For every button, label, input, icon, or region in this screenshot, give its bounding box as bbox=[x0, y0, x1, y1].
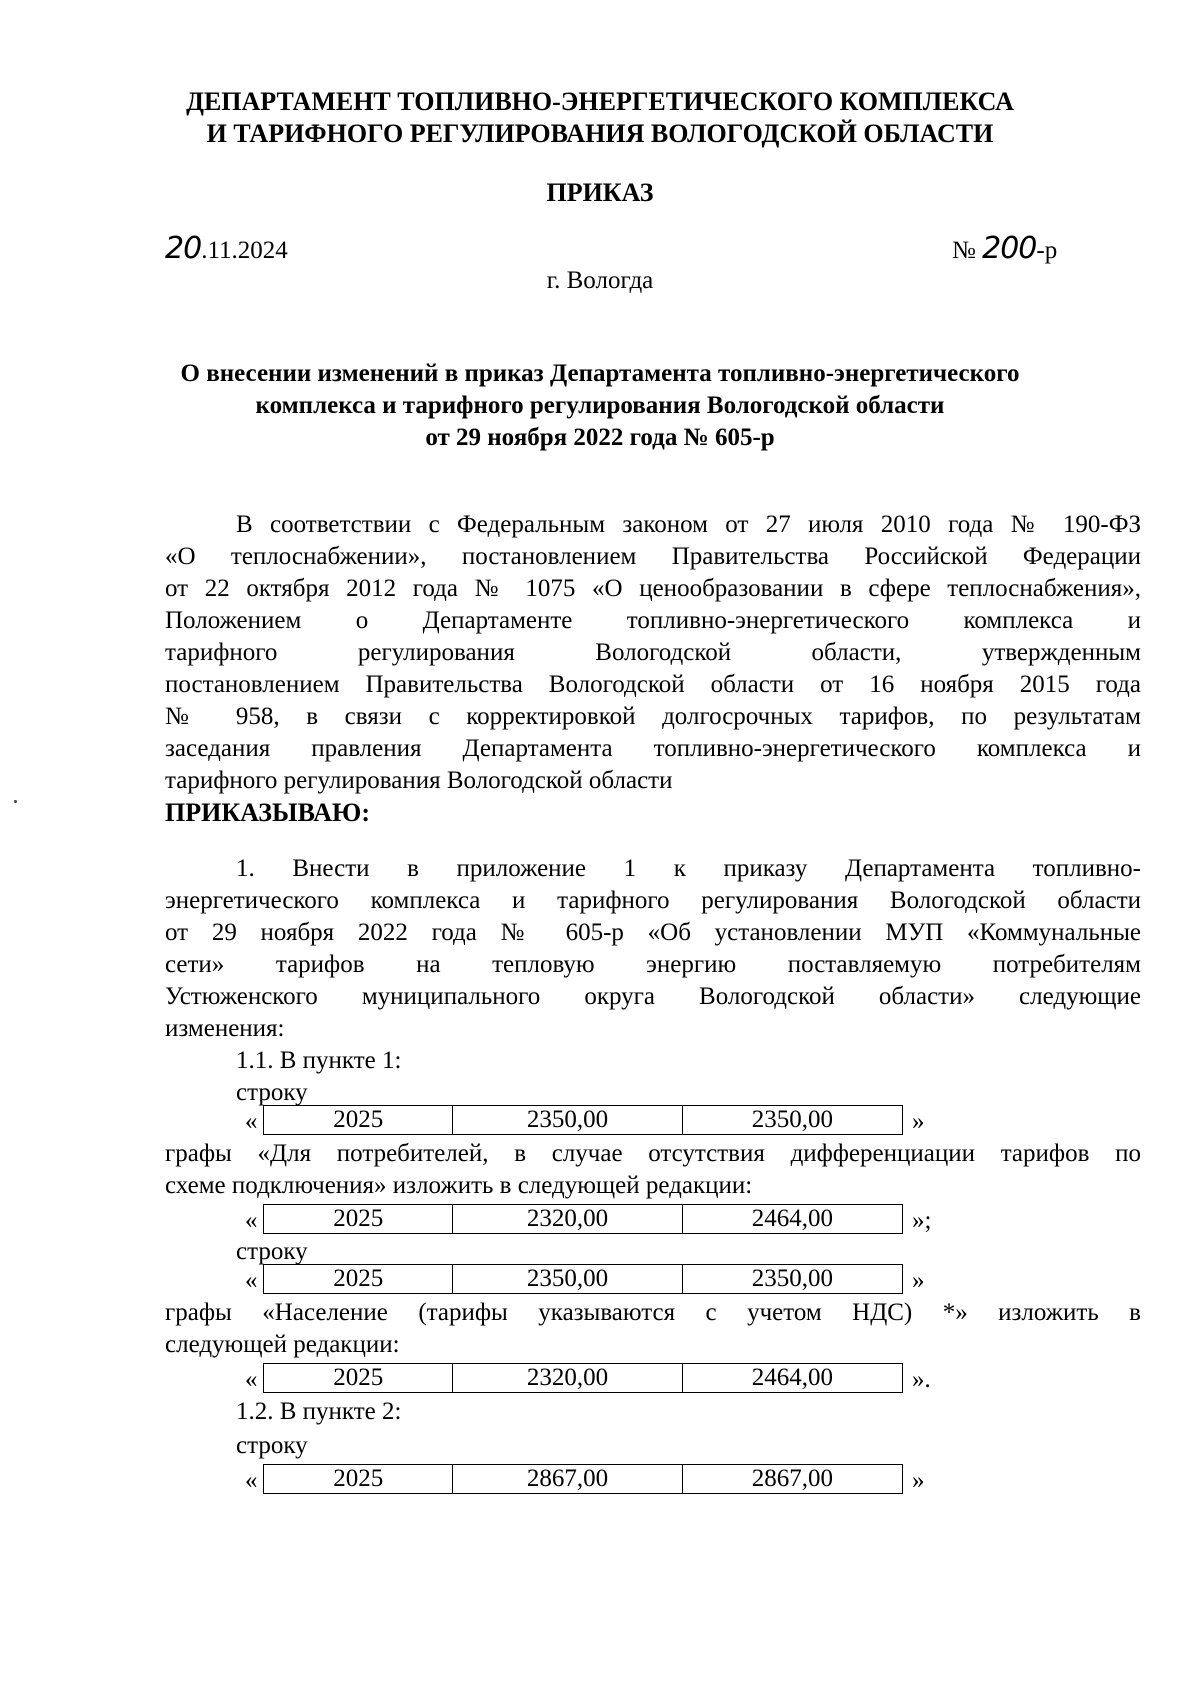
value-cell: 2350,00 bbox=[453, 1265, 682, 1293]
graph2-line: графы «Население (тарифы указываются с учетом НДС) *» изложить в bbox=[165, 1299, 1141, 1326]
open-quote: « bbox=[245, 1366, 258, 1393]
value-cell: 2350,00 bbox=[751, 1106, 833, 1133]
subitem-1-1: 1.1. В пункте 1: bbox=[236, 1047, 402, 1074]
open-quote: « bbox=[245, 1467, 258, 1494]
title-line1: О внесении изменений в приказ Департамента топливно-энергетического bbox=[180, 360, 1020, 387]
tariff-row bbox=[263, 1264, 903, 1294]
year-cell: 2025 bbox=[264, 1465, 453, 1493]
number-suffix: -р bbox=[1036, 237, 1058, 264]
preamble-line: № 958, в связи с корректировкой долгосрочных тарифов, по результатам bbox=[165, 703, 1141, 730]
open-quote: « bbox=[245, 1108, 258, 1135]
item1-line: сети» тарифов на тепловую энергию поставляемую потребителям bbox=[165, 951, 1141, 978]
tariff-row bbox=[263, 1105, 903, 1135]
preamble-line: Положением о Департаменте топливно-энергетического комплекса и bbox=[165, 607, 1141, 634]
handwritten-number: 200 bbox=[982, 231, 1037, 266]
city: г. Вологда bbox=[546, 267, 654, 294]
word-line: строку bbox=[236, 1079, 308, 1106]
word-line: строку bbox=[236, 1432, 308, 1459]
document-type: ПРИКАЗ bbox=[546, 178, 654, 207]
graph1-line: графы «Для потребителей, в случае отсутствия дифференциации тарифов по bbox=[165, 1140, 1141, 1167]
preamble-line: от 22 октября 2012 года № 1075 «О ценообразовании в сфере теплоснабжения», bbox=[165, 575, 1141, 602]
date-rest: .11.2024 bbox=[201, 237, 288, 264]
subitem-1-2: 1.2. В пункте 2: bbox=[236, 1398, 402, 1425]
graph1-line: схеме подключения» изложить в следующей редакции: bbox=[165, 1172, 753, 1199]
year-cell: 2025 bbox=[264, 1265, 453, 1293]
item1-line: 1. Внести в приложение 1 к приказу Департамента топливно- bbox=[236, 855, 1141, 882]
scan-speck bbox=[14, 800, 17, 803]
close-quote: » bbox=[912, 1467, 925, 1494]
document-date bbox=[165, 233, 288, 267]
value-cell: 2320,00 bbox=[453, 1205, 682, 1233]
value-cell: 2350,00 bbox=[453, 1106, 682, 1134]
title-line2: комплекса и тарифного регулирования Вологодской области bbox=[255, 392, 945, 419]
document-number bbox=[952, 233, 1057, 267]
year-cell: 2025 bbox=[264, 1364, 453, 1392]
item1-line: от 29 ноября 2022 года № 605-р «Об установлении МУП «Коммунальные bbox=[165, 919, 1141, 946]
value-cell: 2464,00 bbox=[751, 1364, 833, 1391]
value-cell: 2867,00 bbox=[453, 1465, 682, 1493]
open-quote: « bbox=[245, 1207, 258, 1234]
value-cell: 2320,00 bbox=[453, 1364, 682, 1392]
order-word: ПРИКАЗЫВАЮ: bbox=[165, 798, 370, 827]
item1-line: изменения: bbox=[165, 1015, 285, 1042]
close-quote: ». bbox=[912, 1366, 931, 1393]
preamble-line: заседания правления Департамента топливно-энергетического комплекса и bbox=[165, 735, 1141, 762]
preamble-line: тарифного регулирования Вологодской области, утвержденным bbox=[165, 639, 1141, 666]
handwritten-date-day: 20 bbox=[165, 231, 202, 266]
item1-line: Устюженского муниципального округа Вологодской области» следующие bbox=[165, 983, 1141, 1010]
value-cell: 2350,00 bbox=[751, 1265, 833, 1292]
department-name-line2: И ТАРИФНОГО РЕГУЛИРОВАНИЯ ВОЛОГОДСКОЙ ОБЛАСТИ bbox=[206, 119, 994, 148]
tariff-row bbox=[263, 1363, 903, 1393]
tariff-row bbox=[263, 1464, 903, 1494]
title-line3: от 29 ноября 2022 года № 605-р bbox=[425, 424, 775, 451]
close-quote: » bbox=[912, 1108, 925, 1135]
open-quote: « bbox=[245, 1267, 258, 1294]
graph2-line: следующей редакции: bbox=[165, 1331, 400, 1358]
close-quote: » bbox=[912, 1267, 925, 1294]
preamble-line: постановлением Правительства Вологодской области от 16 ноября 2015 года bbox=[165, 671, 1141, 698]
preamble-line: В соответствии с Федеральным законом от 27 июля 2010 года № 190-ФЗ bbox=[236, 511, 1141, 538]
value-cell: 2464,00 bbox=[751, 1205, 833, 1232]
close-quote: »; bbox=[912, 1207, 932, 1234]
word-line: строку bbox=[236, 1238, 308, 1265]
year-cell: 2025 bbox=[264, 1106, 453, 1134]
department-name-line1: ДЕПАРТАМЕНТ ТОПЛИВНО-ЭНЕРГЕТИЧЕСКОГО КОМПЛЕКСА bbox=[186, 87, 1014, 116]
year-cell: 2025 bbox=[264, 1205, 453, 1233]
preamble-line: «О теплоснабжении», постановлением Правительства Российской Федерации bbox=[165, 543, 1141, 570]
item1-line: энергетического комплекса и тарифного регулирования Вологодской области bbox=[165, 887, 1141, 914]
preamble-line: тарифного регулирования Вологодской области bbox=[165, 767, 673, 794]
value-cell: 2867,00 bbox=[751, 1465, 833, 1492]
tariff-row bbox=[263, 1204, 903, 1234]
number-prefix: № bbox=[952, 237, 976, 264]
